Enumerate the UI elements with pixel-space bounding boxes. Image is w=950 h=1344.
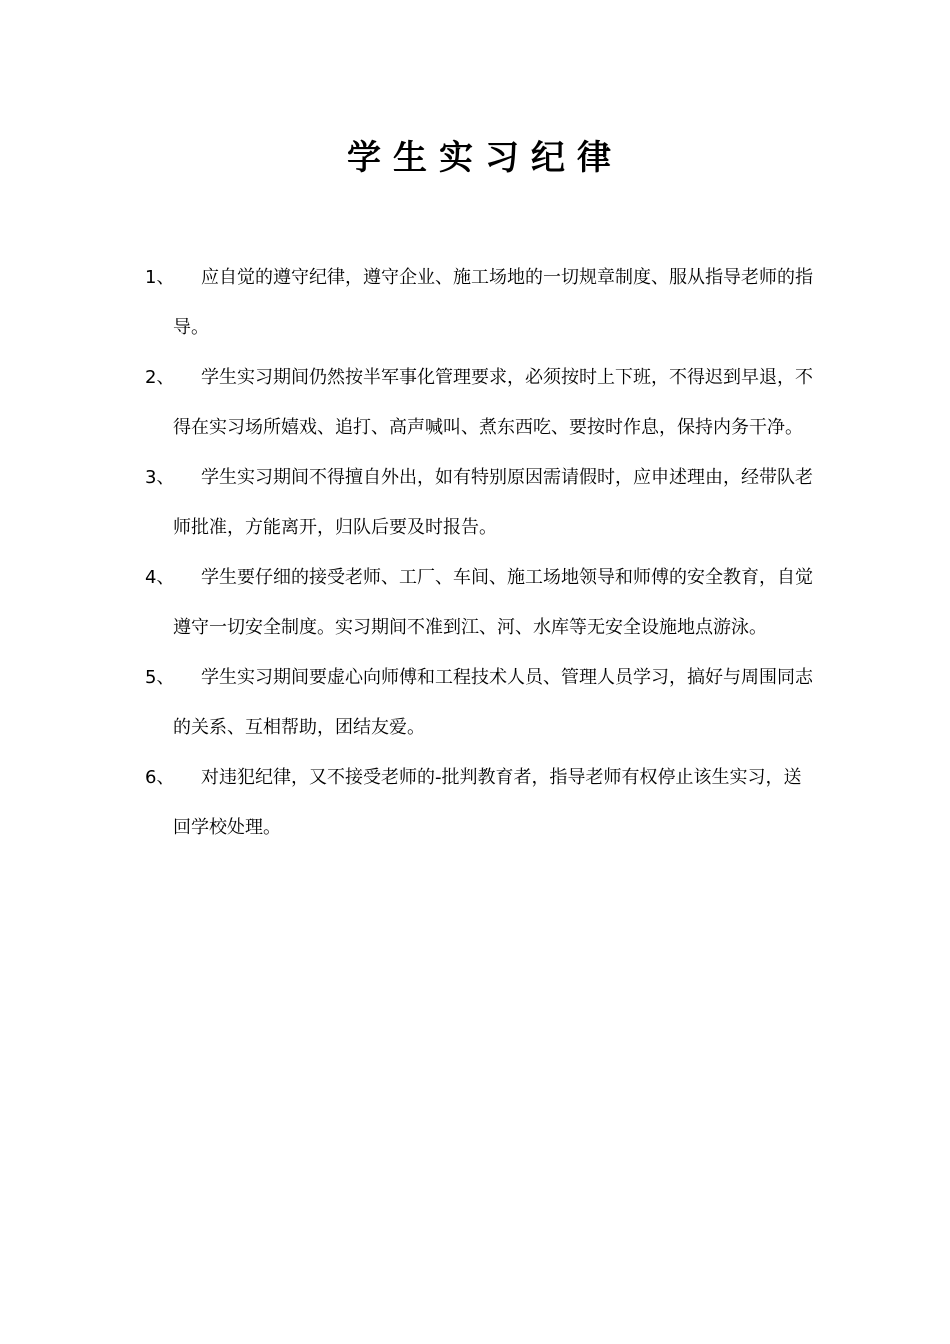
rule-number: 5、: [145, 667, 175, 688]
rule-number: 4、: [145, 567, 175, 588]
rule-text: 学生实习期间不得擅自外出，如有特别原因需请假时，应申述理由，经带队老师批准，方能离开，归队后要及时报告。: [173, 467, 813, 538]
rule-item-3: [0, 453, 950, 553]
rule-number: 1、: [145, 267, 175, 288]
rule-number: 2、: [145, 367, 175, 388]
rule-item-4: [0, 553, 950, 653]
rule-text: 对违犯纪律，又不接受老师的-批判教育者，指导老师有权停止该生实习，送回学校处理。: [173, 767, 802, 838]
rule-item-2: [0, 353, 950, 453]
rules-list: [0, 253, 950, 853]
rule-item-1: [0, 253, 950, 353]
rule-text: 学生实习期间仍然按半军事化管理要求，必须按时上下班，不得迟到早退，不得在实习场所嬉戏、追打、高声喊叫、煮东西吃、要按时作息，保持内务干净。: [173, 367, 813, 438]
rule-text: 学生要仔细的接受老师、工厂、车间、施工场地领导和师傅的安全教育，自觉遵守一切安全制度。实习期间不准到江、河、水库等无安全设施地点游泳。: [173, 567, 813, 638]
rule-number: 6、: [145, 767, 175, 788]
rule-item-5: [0, 653, 950, 753]
rule-text: 学生实习期间要虚心向师傅和工程技术人员、管理人员学习，搞好与周围同志的关系、互相帮助，团结友爱。: [173, 667, 813, 738]
rule-item-6: [0, 753, 950, 853]
document-title: 学生实习纪律: [347, 138, 623, 178]
rule-number: 3、: [145, 467, 175, 488]
rule-text: 应自觉的遵守纪律，遵守企业、施工场地的一切规章制度、服从指导老师的指导。: [173, 267, 813, 338]
